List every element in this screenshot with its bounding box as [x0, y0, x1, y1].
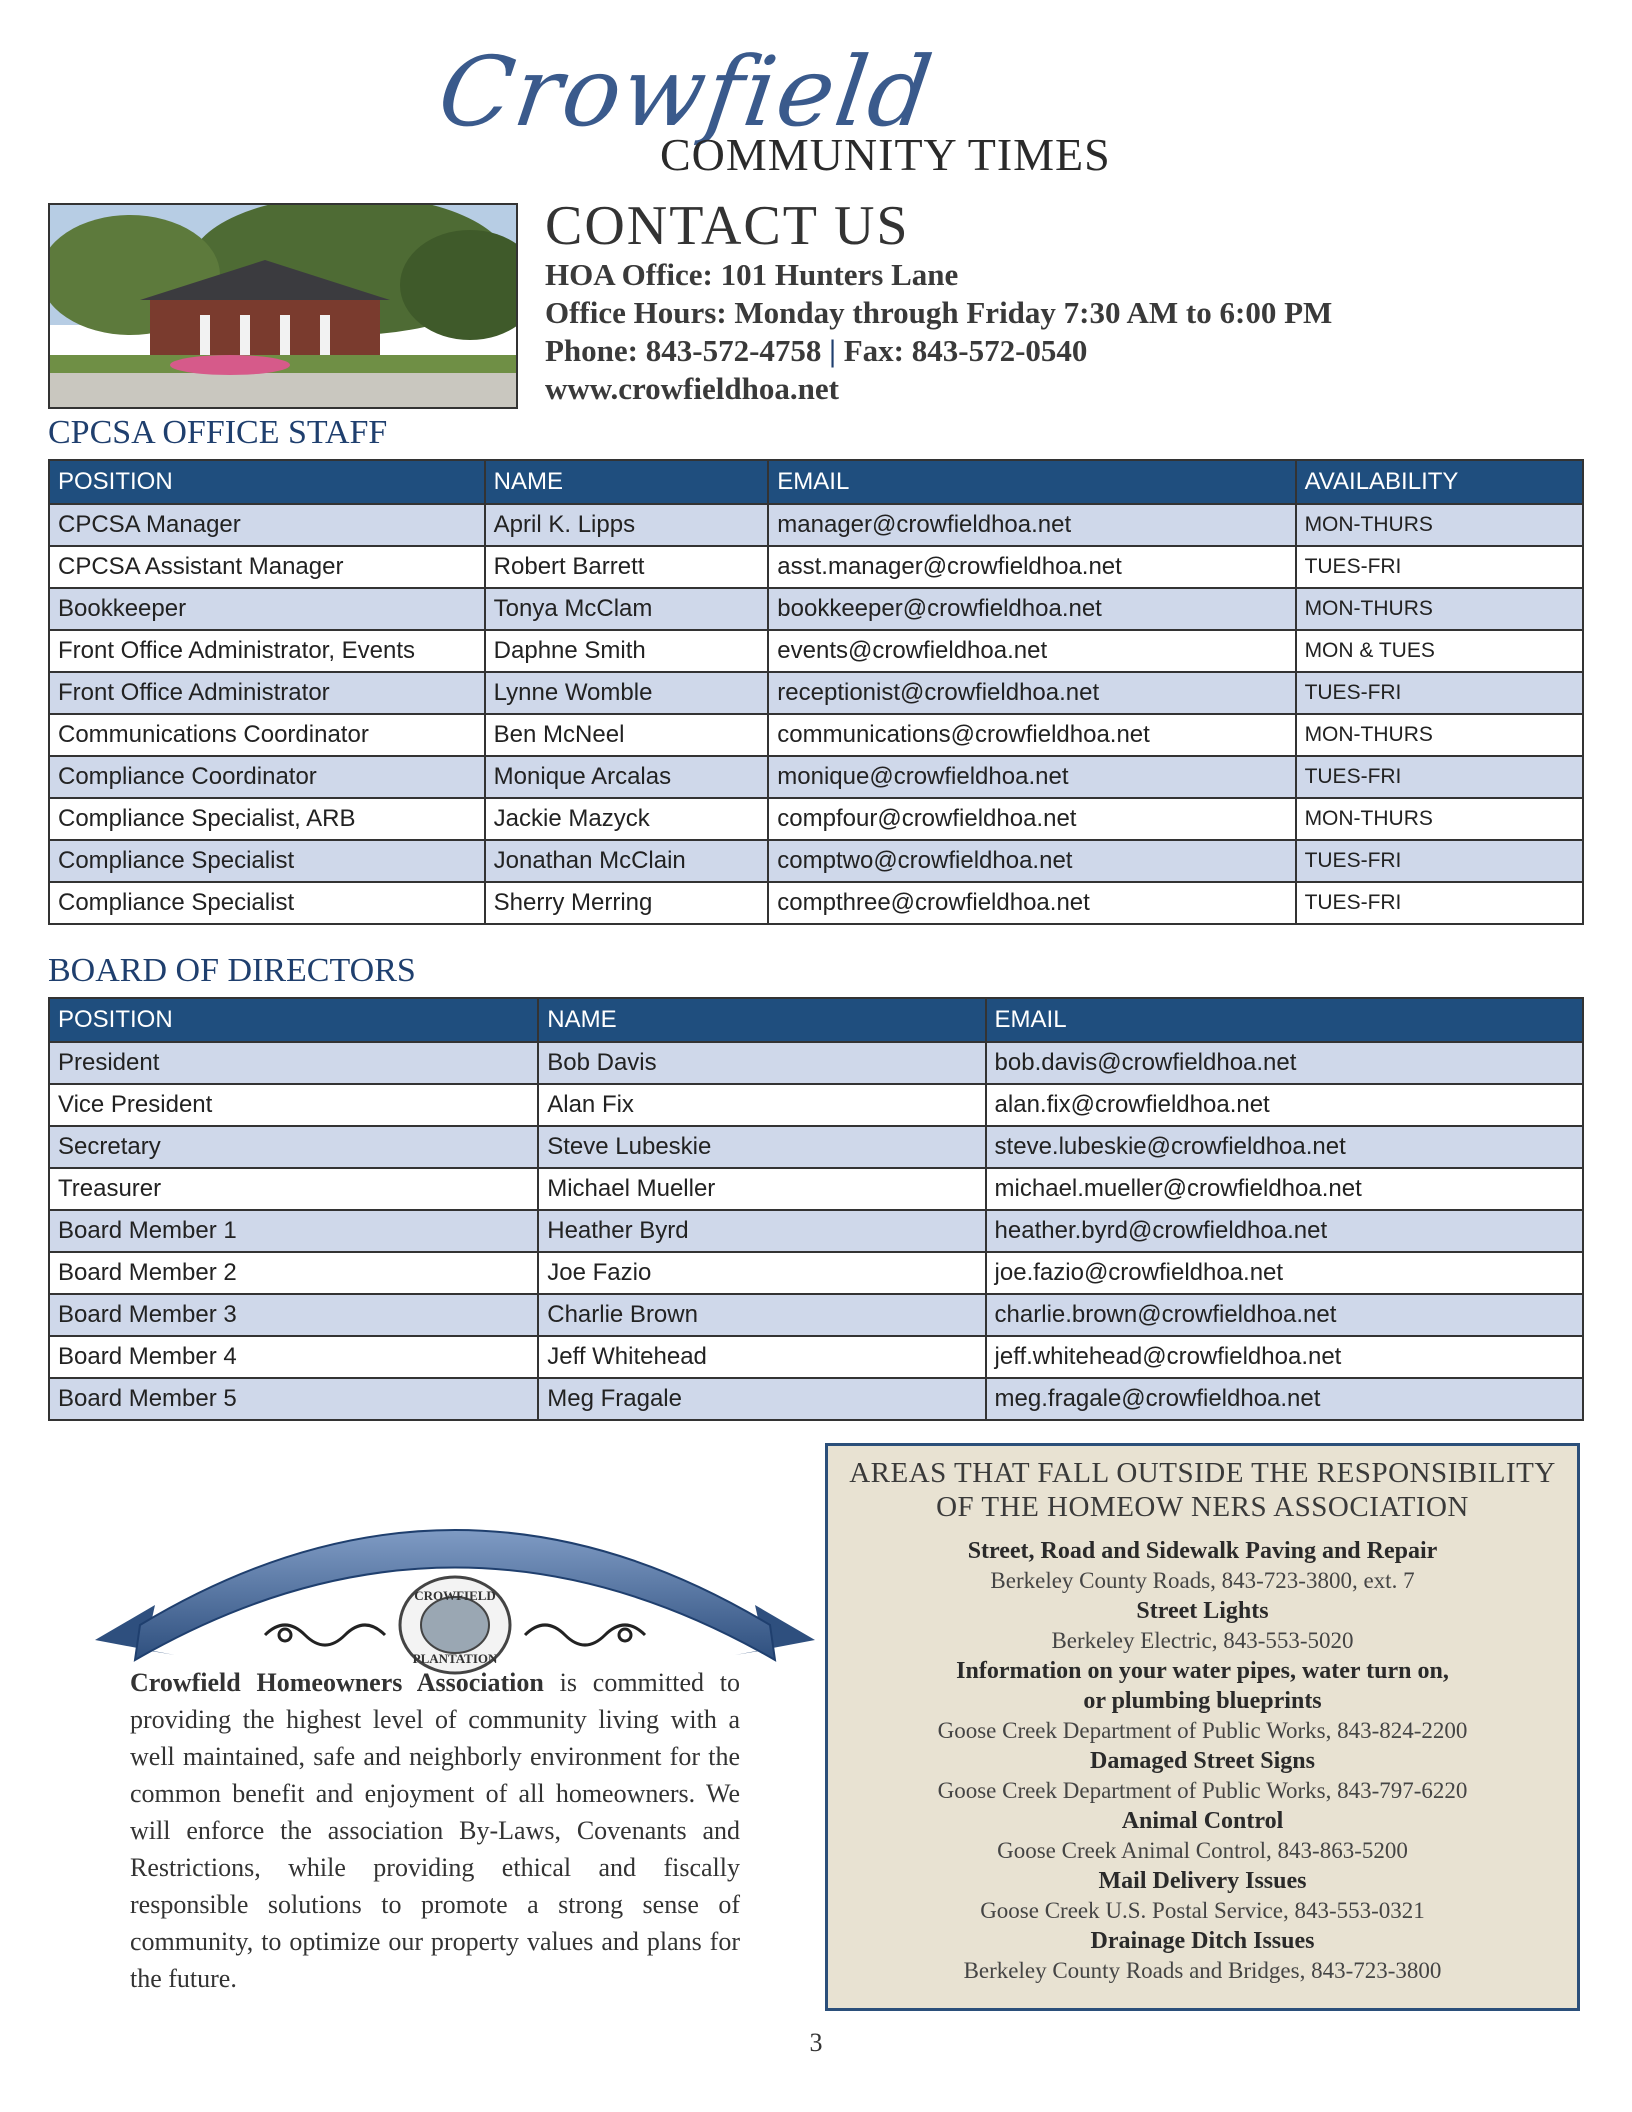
board-email[interactable]: alan.fix@crowfieldhoa.net: [986, 1084, 1583, 1126]
staff-availability: TUES-FRI: [1296, 882, 1583, 924]
phone-number: Phone: 843-572-4758: [545, 333, 822, 368]
area-item-title: Street, Road and Sidewalk Paving and Repair: [967, 1538, 1438, 1564]
phone-fax-separator: |: [829, 333, 836, 368]
staff-name: Daphne Smith: [485, 630, 769, 672]
table-row: [49, 1168, 1583, 1210]
office-hours: Office Hours: Monday through Friday 7:30 AM to 6:00 PM: [545, 295, 1333, 330]
masthead-script-title: Crowfield: [432, 36, 941, 148]
area-item-title: Damaged Street Signs: [1090, 1748, 1315, 1774]
staff-email[interactable]: monique@crowfieldhoa.net: [768, 756, 1295, 798]
staff-header-name: NAME: [485, 460, 769, 504]
area-item-detail: Berkeley County Roads, 843-723-3800, ext. 7: [990, 1568, 1415, 1593]
staff-position: Front Office Administrator, Events: [49, 630, 485, 672]
staff-availability: MON-THURS: [1296, 588, 1583, 630]
area-item-title: Street Lights: [1136, 1598, 1269, 1624]
staff-table: [48, 459, 1584, 925]
staff-position: Compliance Specialist, ARB: [49, 798, 485, 840]
staff-header-email: EMAIL: [768, 460, 1295, 504]
areas-title-line2: OF THE HOMEOW NERS ASSOCIATION: [936, 1491, 1469, 1523]
table-row: [49, 546, 1583, 588]
table-row: [49, 798, 1583, 840]
areas-title-line1: AREAS THAT FALL OUTSIDE THE RESPONSIBILITY: [849, 1457, 1556, 1489]
staff-position: Communications Coordinator: [49, 714, 485, 756]
staff-availability: TUES-FRI: [1296, 546, 1583, 588]
mission-lead: Crowfield Homeowners Association: [130, 1668, 544, 1697]
seal-top-text: CROWFIELD: [414, 1588, 496, 1603]
board-name: Michael Mueller: [538, 1168, 985, 1210]
staff-availability: MON-THURS: [1296, 714, 1583, 756]
board-position: Secretary: [49, 1126, 538, 1168]
board-name: Jeff Whitehead: [538, 1336, 985, 1378]
mission-body: is committed to providing the highest level of community living with a well maintained, safe and neighborly environment for the common benefit and enjoyment of all homeowners. We will enforce the association By-Laws, Covenants and Restrictions, while providing ethical and fiscally responsible solutions to promote a strong sense of community, to optimize our property values and plans for the future.: [130, 1668, 740, 1993]
board-email[interactable]: bob.davis@crowfieldhoa.net: [986, 1042, 1583, 1084]
staff-name: April K. Lipps: [485, 504, 769, 546]
board-table: [48, 997, 1584, 1421]
table-row: [49, 1042, 1583, 1084]
table-row: [49, 840, 1583, 882]
area-item-detail: Goose Creek U.S. Postal Service, 843-553-0321: [980, 1898, 1425, 1923]
area-item-detail: Goose Creek Animal Control, 843-863-5200: [997, 1838, 1408, 1863]
staff-email[interactable]: events@crowfieldhoa.net: [768, 630, 1295, 672]
crowfield-seal: [400, 1577, 510, 1673]
staff-availability: TUES-FRI: [1296, 840, 1583, 882]
board-email[interactable]: meg.fragale@crowfieldhoa.net: [986, 1378, 1583, 1420]
table-row: [49, 756, 1583, 798]
staff-position: Bookkeeper: [49, 588, 485, 630]
mission-banner-text: CROWFIELD HOA MISSION STATEMENT: [146, 1498, 764, 1614]
staff-position: Compliance Specialist: [49, 840, 485, 882]
seal-bottom-text: PLANTATION: [412, 1651, 498, 1666]
area-item-title: Drainage Ditch Issues: [1090, 1928, 1315, 1954]
contact-block: [545, 196, 1332, 408]
staff-email[interactable]: communications@crowfieldhoa.net: [768, 714, 1295, 756]
board-position: Board Member 1: [49, 1210, 538, 1252]
left-flourish-icon: [265, 1625, 385, 1645]
staff-name: Monique Arcalas: [485, 756, 769, 798]
table-row: [49, 1252, 1583, 1294]
staff-header-position: POSITION: [49, 460, 485, 504]
table-row: [49, 504, 1583, 546]
board-email[interactable]: joe.fazio@crowfieldhoa.net: [986, 1252, 1583, 1294]
staff-name: Jackie Mazyck: [485, 798, 769, 840]
staff-position: CPCSA Assistant Manager: [49, 546, 485, 588]
board-position: Board Member 2: [49, 1252, 538, 1294]
area-item-detail: Berkeley County Roads and Bridges, 843-723-3800: [963, 1958, 1442, 1983]
board-header-name: NAME: [538, 998, 985, 1042]
staff-section-title: CPCSA OFFICE STAFF: [48, 414, 388, 451]
area-item-detail: Berkeley Electric, 843-553-5020: [1051, 1628, 1354, 1653]
mission-banner: [85, 1475, 825, 1695]
mission-statement: [130, 1664, 740, 1997]
masthead: [432, 36, 1220, 186]
area-item-detail: Goose Creek Department of Public Works, 843-824-2200: [937, 1718, 1468, 1743]
area-item-title: Animal Control: [1121, 1808, 1284, 1834]
staff-name: Jonathan McClain: [485, 840, 769, 882]
board-header-email: EMAIL: [986, 998, 1583, 1042]
staff-email[interactable]: receptionist@crowfieldhoa.net: [768, 672, 1295, 714]
board-name: Meg Fragale: [538, 1378, 985, 1420]
table-row: [49, 1294, 1583, 1336]
board-name: Joe Fazio: [538, 1252, 985, 1294]
board-position: President: [49, 1042, 538, 1084]
staff-position: CPCSA Manager: [49, 504, 485, 546]
masthead-subtitle: COMMUNITY TIMES: [660, 129, 1111, 180]
staff-position: Compliance Coordinator: [49, 756, 485, 798]
table-row: [49, 1126, 1583, 1168]
table-row: [49, 1084, 1583, 1126]
board-name: Heather Byrd: [538, 1210, 985, 1252]
staff-position: Front Office Administrator: [49, 672, 485, 714]
staff-availability: MON-THURS: [1296, 798, 1583, 840]
area-item-title-continued: or plumbing blueprints: [1083, 1688, 1322, 1714]
table-row: [49, 630, 1583, 672]
table-row: [49, 588, 1583, 630]
staff-name: Ben McNeel: [485, 714, 769, 756]
fax-number: Fax: 843-572-0540: [843, 333, 1088, 368]
board-position: Board Member 5: [49, 1378, 538, 1420]
contact-heading: CONTACT US: [545, 195, 910, 257]
staff-email[interactable]: compthree@crowfieldhoa.net: [768, 882, 1295, 924]
office-building-photo: [48, 203, 518, 409]
area-item-detail: Goose Creek Department of Public Works, 843-797-6220: [937, 1778, 1468, 1803]
area-item-title: Information on your water pipes, water turn on,: [956, 1658, 1449, 1684]
board-header-position: POSITION: [49, 998, 538, 1042]
phone-fax-line: [545, 332, 1332, 370]
board-email[interactable]: steve.lubeskie@crowfieldhoa.net: [986, 1126, 1583, 1168]
board-name: Bob Davis: [538, 1042, 985, 1084]
staff-name: Tonya McClam: [485, 588, 769, 630]
board-section-title: BOARD OF DIRECTORS: [48, 952, 416, 989]
staff-header-row: [49, 460, 1583, 504]
board-position: Treasurer: [49, 1168, 538, 1210]
staff-availability: MON & TUES: [1296, 630, 1583, 672]
table-row: [49, 1210, 1583, 1252]
staff-name: Robert Barrett: [485, 546, 769, 588]
table-row: [49, 672, 1583, 714]
hoa-office-address: HOA Office: 101 Hunters Lane: [545, 257, 959, 292]
page-number: 3: [809, 2028, 823, 2057]
board-position: Board Member 4: [49, 1336, 538, 1378]
board-email[interactable]: heather.byrd@crowfieldhoa.net: [986, 1210, 1583, 1252]
table-row: [49, 1378, 1583, 1420]
board-position: Vice President: [49, 1084, 538, 1126]
website-link[interactable]: www.crowfieldhoa.net: [545, 371, 839, 406]
board-header-row: [49, 998, 1583, 1042]
staff-name: Lynne Womble: [485, 672, 769, 714]
staff-name: Sherry Merring: [485, 882, 769, 924]
board-name: Steve Lubeskie: [538, 1126, 985, 1168]
board-position: Board Member 3: [49, 1294, 538, 1336]
right-flourish-icon: [525, 1625, 645, 1645]
board-name: Charlie Brown: [538, 1294, 985, 1336]
staff-email[interactable]: manager@crowfieldhoa.net: [768, 504, 1295, 546]
areas-outside-responsibility-box: [825, 1443, 1580, 2011]
staff-header-availability: AVAILABILITY: [1296, 460, 1583, 504]
table-row: [49, 714, 1583, 756]
staff-email[interactable]: compfour@crowfieldhoa.net: [768, 798, 1295, 840]
board-email[interactable]: charlie.brown@crowfieldhoa.net: [986, 1294, 1583, 1336]
table-row: [49, 1336, 1583, 1378]
staff-email[interactable]: asst.manager@crowfieldhoa.net: [768, 546, 1295, 588]
staff-availability: TUES-FRI: [1296, 756, 1583, 798]
board-email[interactable]: michael.mueller@crowfieldhoa.net: [986, 1168, 1583, 1210]
staff-email[interactable]: bookkeeper@crowfieldhoa.net: [768, 588, 1295, 630]
staff-availability: MON-THURS: [1296, 504, 1583, 546]
staff-position: Compliance Specialist: [49, 882, 485, 924]
staff-availability: TUES-FRI: [1296, 672, 1583, 714]
board-name: Alan Fix: [538, 1084, 985, 1126]
board-email[interactable]: jeff.whitehead@crowfieldhoa.net: [986, 1336, 1583, 1378]
area-item-title: Mail Delivery Issues: [1098, 1868, 1307, 1894]
table-row: [49, 882, 1583, 924]
staff-email[interactable]: comptwo@crowfieldhoa.net: [768, 840, 1295, 882]
